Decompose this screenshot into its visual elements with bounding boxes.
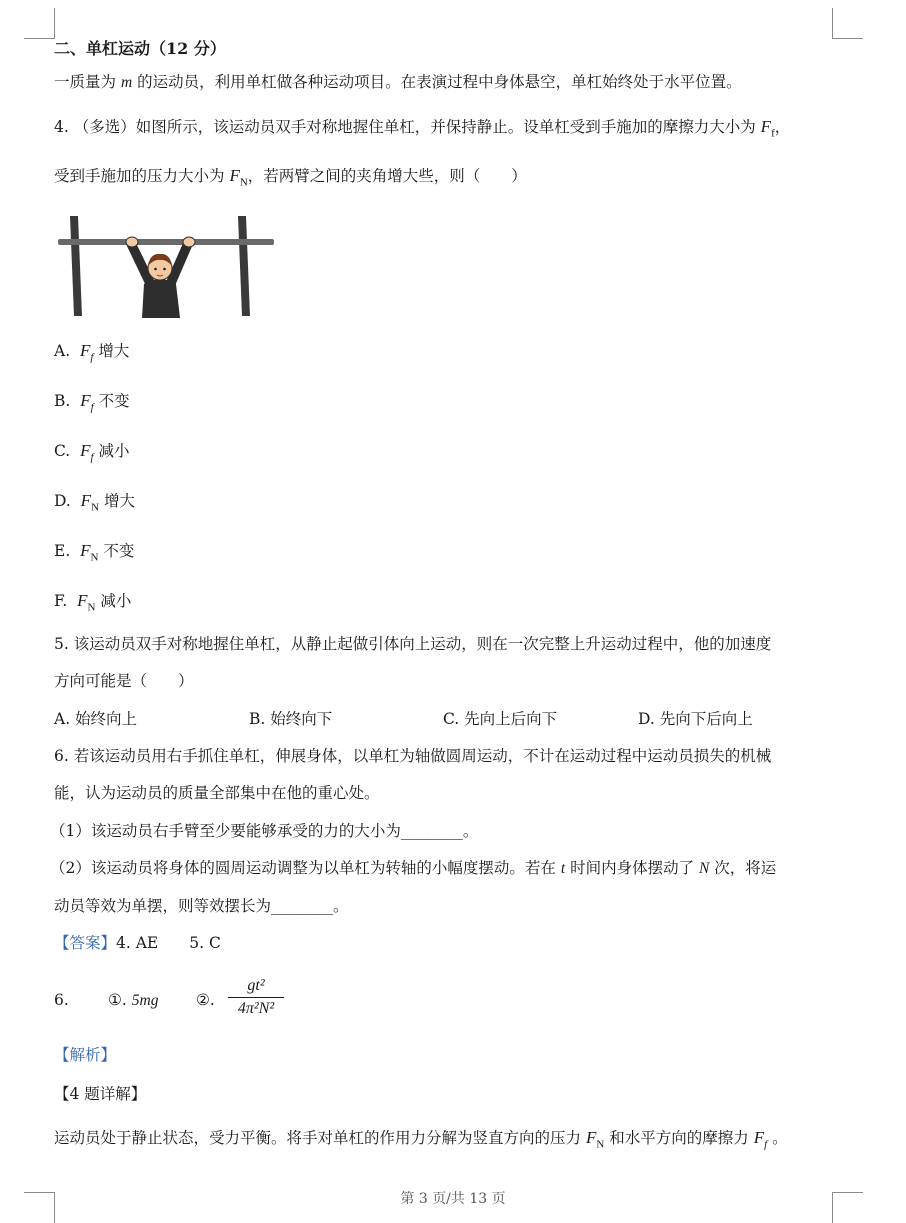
fraction-denominator: 4π²N² (237, 1000, 275, 1017)
q6-stem-line1: 6. 若该运动员用右手抓住单杠，伸展身体，以单杠为轴做圆周运动，不计在运动过程中运动员损失的机械 (54, 747, 772, 765)
q4-option-a[interactable]: A. $F_f$ 增大 (54, 341, 130, 364)
analysis-q4-label: 【4 题详解】 (54, 1085, 147, 1103)
q4-stem-line1: 4. （多选）如图所示，该运动员双手对称地握住单杠，并保持静止。设单杠受到手施加的摩擦力大小为 $F_f$， (54, 117, 791, 140)
answer-line: 【答案】4. AE 5. C (54, 934, 221, 952)
q5-option-a[interactable]: A. 始终向上 (54, 710, 138, 728)
fraction-numerator: gt² (247, 977, 265, 994)
pullup-bar-figure (56, 212, 286, 318)
q6-answer-2-mark: ②. (196, 991, 215, 1009)
answer-label: 【答案】 (54, 934, 117, 952)
q5-stem-line2: 方向可能是（ ） (54, 672, 194, 690)
q6-answer-1: ①. 5mg (108, 991, 159, 1009)
q5-option-b[interactable]: B. 始终向下 (249, 710, 333, 728)
q4-option-e[interactable]: E. $F_N$ 不变 (54, 541, 135, 564)
q6-subquestion-2: （2）该运动员将身体的圆周运动调整为以单杠为转轴的小幅度摆动。若在 t 时间内身体摆动了 N 次，将运 (50, 859, 777, 877)
q4-option-d[interactable]: D. $F_N$ 增大 (54, 491, 135, 514)
q6-subquestion-1: （1）该运动员右手臂至少要能够承受的力的大小为________。 (50, 822, 479, 840)
q4-option-b[interactable]: B. $F_f$ 不变 (54, 391, 130, 414)
q4-stem-line2: 受到手施加的压力大小为 $F_N$，若两臂之间的夹角增大些，则（ ） (54, 166, 527, 189)
q6-stem-line2: 能，认为运动员的质量全部集中在他的重心处。 (54, 784, 380, 802)
q5-stem-line1: 5. 该运动员双手对称地握住单杠，从静止起做引体向上运动，则在一次完整上升运动过程中，他的加速度 (54, 635, 772, 653)
q6-answer-2-fraction (224, 976, 288, 1019)
section-heading: 二、单杠运动（12 分） (54, 39, 226, 58)
q6-answer-number: 6. (54, 991, 69, 1009)
intro-text: 一质量为 m 的运动员，利用单杠做各种运动项目。在表演过程中身体悬空，单杠始终处于水平位置。 (54, 73, 742, 91)
page-corner-mark (24, 8, 55, 39)
page-footer: 第 3 页/共 13 页 (400, 1191, 506, 1207)
q5-option-c[interactable]: C. 先向上后向下 (443, 710, 558, 728)
q4-option-f[interactable]: F. $F_N$ 减小 (54, 591, 132, 614)
q5-option-d[interactable]: D. 先向下后向上 (638, 710, 753, 728)
analysis-label: 【解析】 (54, 1046, 117, 1064)
q6-subquestion-2-line2: 动员等效为单摆，则等效摆长为________。 (54, 897, 349, 915)
page-corner-mark (832, 8, 863, 39)
analysis-text: 运动员处于静止状态，受力平衡。将手对单杠的作用力分解为竖直方向的压力 $F_N$ 和水平方向的摩擦力 $F_f$ 。 (54, 1128, 788, 1151)
q4-option-c[interactable]: C. $F_f$ 减小 (54, 441, 130, 464)
